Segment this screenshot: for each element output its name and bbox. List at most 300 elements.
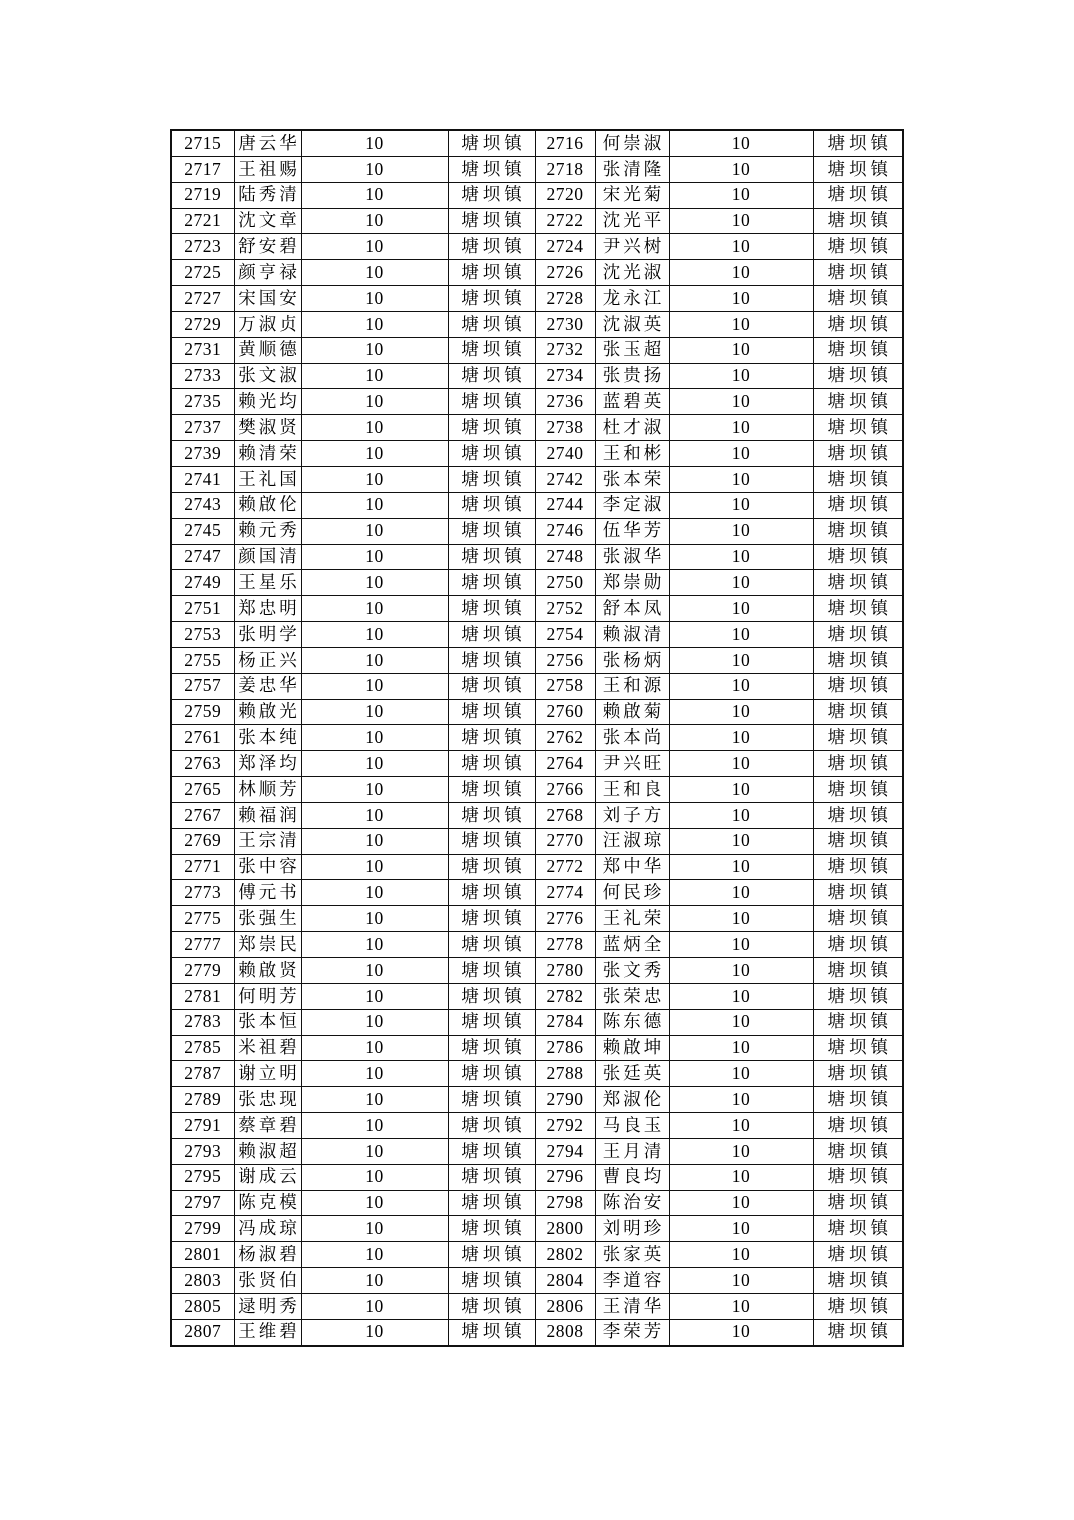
allocation-value-cell: 10 [301,854,448,880]
town-name-cell: 塘坝镇 [448,492,535,518]
allocation-value-cell: 10 [301,234,448,260]
record-id-cell: 2721 [171,208,234,234]
record-id-cell: 2745 [171,518,234,544]
allocation-value-cell: 10 [301,182,448,208]
town-name-cell: 塘坝镇 [813,958,903,984]
allocation-value-cell: 10 [669,441,813,467]
person-name-cell: 郑中华 [595,854,669,880]
table-row [171,725,903,751]
allocation-value-cell: 10 [669,1138,813,1164]
person-name-cell: 蔡章碧 [234,1113,301,1139]
person-name-cell: 张淑华 [595,544,669,570]
record-id-cell: 2716 [535,130,595,156]
allocation-value-cell: 10 [301,363,448,389]
record-id-cell: 2729 [171,311,234,337]
town-name-cell: 塘坝镇 [448,1319,535,1345]
allocation-value-cell: 10 [301,415,448,441]
person-name-cell: 沈光平 [595,208,669,234]
town-name-cell: 塘坝镇 [813,130,903,156]
town-name-cell: 塘坝镇 [813,1113,903,1139]
record-id-cell: 2726 [535,260,595,286]
allocation-value-cell: 10 [301,699,448,725]
table-row [171,260,903,286]
table-row [171,286,903,312]
person-name-cell: 张强生 [234,906,301,932]
person-name-cell: 赖淑超 [234,1138,301,1164]
town-name-cell: 塘坝镇 [813,492,903,518]
town-name-cell: 塘坝镇 [813,1190,903,1216]
allocation-value-cell: 10 [669,958,813,984]
town-name-cell: 塘坝镇 [813,208,903,234]
name-roster-table [170,129,904,1347]
person-name-cell: 舒安碧 [234,234,301,260]
record-id-cell: 2806 [535,1293,595,1319]
record-id-cell: 2773 [171,880,234,906]
table-row [171,1164,903,1190]
table-row [171,1035,903,1061]
allocation-value-cell: 10 [669,492,813,518]
person-name-cell: 唐云华 [234,130,301,156]
town-name-cell: 塘坝镇 [813,1087,903,1113]
town-name-cell: 塘坝镇 [448,622,535,648]
allocation-value-cell: 10 [301,208,448,234]
person-name-cell: 王礼国 [234,466,301,492]
person-name-cell: 张廷英 [595,1061,669,1087]
town-name-cell: 塘坝镇 [448,1190,535,1216]
town-name-cell: 塘坝镇 [813,983,903,1009]
allocation-value-cell: 10 [301,1293,448,1319]
allocation-value-cell: 10 [301,751,448,777]
allocation-value-cell: 10 [669,182,813,208]
allocation-value-cell: 10 [301,1216,448,1242]
record-id-cell: 2757 [171,673,234,699]
allocation-value-cell: 10 [301,492,448,518]
table-row [171,880,903,906]
table-row [171,130,903,156]
allocation-value-cell: 10 [669,828,813,854]
town-name-cell: 塘坝镇 [813,854,903,880]
table-row [171,1061,903,1087]
town-name-cell: 塘坝镇 [813,906,903,932]
town-name-cell: 塘坝镇 [813,1242,903,1268]
town-name-cell: 塘坝镇 [813,622,903,648]
table-row [171,466,903,492]
record-id-cell: 2804 [535,1268,595,1294]
town-name-cell: 塘坝镇 [448,1035,535,1061]
town-name-cell: 塘坝镇 [813,1268,903,1294]
record-id-cell: 2750 [535,570,595,596]
person-name-cell: 张文秀 [595,958,669,984]
allocation-value-cell: 10 [301,389,448,415]
table-row [171,1268,903,1294]
table-row [171,441,903,467]
town-name-cell: 塘坝镇 [448,828,535,854]
record-id-cell: 2796 [535,1164,595,1190]
town-name-cell: 塘坝镇 [448,751,535,777]
allocation-value-cell: 10 [669,208,813,234]
record-id-cell: 2770 [535,828,595,854]
table-row [171,1190,903,1216]
allocation-value-cell: 10 [301,828,448,854]
allocation-value-cell: 10 [669,311,813,337]
person-name-cell: 傅元书 [234,880,301,906]
allocation-value-cell: 10 [669,286,813,312]
record-id-cell: 2747 [171,544,234,570]
table-row [171,699,903,725]
town-name-cell: 塘坝镇 [448,1242,535,1268]
town-name-cell: 塘坝镇 [448,1009,535,1035]
town-name-cell: 塘坝镇 [448,260,535,286]
town-name-cell: 塘坝镇 [448,1087,535,1113]
allocation-value-cell: 10 [301,441,448,467]
person-name-cell: 王和源 [595,673,669,699]
table-row [171,156,903,182]
person-name-cell: 蓝碧英 [595,389,669,415]
person-name-cell: 何民珍 [595,880,669,906]
allocation-value-cell: 10 [669,932,813,958]
town-name-cell: 塘坝镇 [448,415,535,441]
town-name-cell: 塘坝镇 [448,441,535,467]
town-name-cell: 塘坝镇 [448,1061,535,1087]
town-name-cell: 塘坝镇 [813,1009,903,1035]
person-name-cell: 赖淑清 [595,622,669,648]
record-id-cell: 2766 [535,777,595,803]
person-name-cell: 张本尚 [595,725,669,751]
person-name-cell: 郑崇民 [234,932,301,958]
record-id-cell: 2769 [171,828,234,854]
person-name-cell: 陆秀清 [234,182,301,208]
town-name-cell: 塘坝镇 [813,751,903,777]
town-name-cell: 塘坝镇 [448,777,535,803]
town-name-cell: 塘坝镇 [813,518,903,544]
record-id-cell: 2785 [171,1035,234,1061]
town-name-cell: 塘坝镇 [448,854,535,880]
record-id-cell: 2795 [171,1164,234,1190]
town-name-cell: 塘坝镇 [448,673,535,699]
record-id-cell: 2802 [535,1242,595,1268]
record-id-cell: 2782 [535,983,595,1009]
person-name-cell: 郑忠明 [234,596,301,622]
town-name-cell: 塘坝镇 [448,906,535,932]
person-name-cell: 马良玉 [595,1113,669,1139]
allocation-value-cell: 10 [301,1268,448,1294]
record-id-cell: 2759 [171,699,234,725]
record-id-cell: 2791 [171,1113,234,1139]
person-name-cell: 张清隆 [595,156,669,182]
record-id-cell: 2724 [535,234,595,260]
allocation-value-cell: 10 [301,1138,448,1164]
allocation-value-cell: 10 [669,1164,813,1190]
town-name-cell: 塘坝镇 [448,156,535,182]
town-name-cell: 塘坝镇 [813,1293,903,1319]
town-name-cell: 塘坝镇 [813,389,903,415]
allocation-value-cell: 10 [669,156,813,182]
allocation-value-cell: 10 [301,130,448,156]
allocation-value-cell: 10 [669,983,813,1009]
table-row [171,983,903,1009]
record-id-cell: 2734 [535,363,595,389]
table-row [171,596,903,622]
allocation-value-cell: 10 [301,932,448,958]
record-id-cell: 2763 [171,751,234,777]
record-id-cell: 2778 [535,932,595,958]
record-id-cell: 2749 [171,570,234,596]
record-id-cell: 2767 [171,802,234,828]
allocation-value-cell: 10 [669,596,813,622]
town-name-cell: 塘坝镇 [448,1138,535,1164]
person-name-cell: 谢立明 [234,1061,301,1087]
person-name-cell: 王和良 [595,777,669,803]
record-id-cell: 2740 [535,441,595,467]
person-name-cell: 曹良均 [595,1164,669,1190]
town-name-cell: 塘坝镇 [448,286,535,312]
record-id-cell: 2727 [171,286,234,312]
town-name-cell: 塘坝镇 [813,363,903,389]
town-name-cell: 塘坝镇 [813,234,903,260]
record-id-cell: 2762 [535,725,595,751]
table-row [171,1319,903,1345]
record-id-cell: 2779 [171,958,234,984]
allocation-value-cell: 10 [301,1061,448,1087]
person-name-cell: 蓝炳全 [595,932,669,958]
table-row [171,1087,903,1113]
record-id-cell: 2788 [535,1061,595,1087]
allocation-value-cell: 10 [669,544,813,570]
town-name-cell: 塘坝镇 [813,260,903,286]
allocation-value-cell: 10 [301,1035,448,1061]
allocation-value-cell: 10 [301,337,448,363]
table-row [171,363,903,389]
table-row [171,802,903,828]
record-id-cell: 2784 [535,1009,595,1035]
town-name-cell: 塘坝镇 [813,932,903,958]
town-name-cell: 塘坝镇 [448,1293,535,1319]
person-name-cell: 赖啟贤 [234,958,301,984]
record-id-cell: 2741 [171,466,234,492]
allocation-value-cell: 10 [669,260,813,286]
record-id-cell: 2798 [535,1190,595,1216]
person-name-cell: 刘明珍 [595,1216,669,1242]
town-name-cell: 塘坝镇 [813,699,903,725]
person-name-cell: 张家英 [595,1242,669,1268]
allocation-value-cell: 10 [669,389,813,415]
allocation-value-cell: 10 [669,415,813,441]
town-name-cell: 塘坝镇 [813,156,903,182]
town-name-cell: 塘坝镇 [448,544,535,570]
allocation-value-cell: 10 [669,725,813,751]
person-name-cell: 李道容 [595,1268,669,1294]
record-id-cell: 2793 [171,1138,234,1164]
table-row [171,1113,903,1139]
record-id-cell: 2743 [171,492,234,518]
person-name-cell: 张本恒 [234,1009,301,1035]
record-id-cell: 2794 [535,1138,595,1164]
table-row [171,647,903,673]
person-name-cell: 林顺芳 [234,777,301,803]
record-id-cell: 2735 [171,389,234,415]
record-id-cell: 2731 [171,337,234,363]
person-name-cell: 李荣芳 [595,1319,669,1345]
person-name-cell: 尹兴旺 [595,751,669,777]
allocation-value-cell: 10 [301,260,448,286]
record-id-cell: 2807 [171,1319,234,1345]
allocation-value-cell: 10 [669,1216,813,1242]
town-name-cell: 塘坝镇 [813,673,903,699]
record-id-cell: 2808 [535,1319,595,1345]
allocation-value-cell: 10 [301,725,448,751]
allocation-value-cell: 10 [669,1319,813,1345]
record-id-cell: 2801 [171,1242,234,1268]
allocation-value-cell: 10 [669,1293,813,1319]
person-name-cell: 陈治安 [595,1190,669,1216]
person-name-cell: 万淑贞 [234,311,301,337]
town-name-cell: 塘坝镇 [813,1164,903,1190]
allocation-value-cell: 10 [669,466,813,492]
town-name-cell: 塘坝镇 [448,570,535,596]
person-name-cell: 米祖碧 [234,1035,301,1061]
town-name-cell: 塘坝镇 [813,1216,903,1242]
person-name-cell: 宋国安 [234,286,301,312]
record-id-cell: 2783 [171,1009,234,1035]
record-id-cell: 2780 [535,958,595,984]
table-row [171,958,903,984]
record-id-cell: 2761 [171,725,234,751]
town-name-cell: 塘坝镇 [448,802,535,828]
table-row [171,570,903,596]
town-name-cell: 塘坝镇 [813,441,903,467]
allocation-value-cell: 10 [301,777,448,803]
record-id-cell: 2733 [171,363,234,389]
person-name-cell: 黄顺德 [234,337,301,363]
person-name-cell: 谢成云 [234,1164,301,1190]
person-name-cell: 沈淑英 [595,311,669,337]
record-id-cell: 2737 [171,415,234,441]
person-name-cell: 郑淑伦 [595,1087,669,1113]
allocation-value-cell: 10 [301,311,448,337]
town-name-cell: 塘坝镇 [448,1268,535,1294]
table-row [171,828,903,854]
allocation-value-cell: 10 [669,363,813,389]
town-name-cell: 塘坝镇 [448,880,535,906]
allocation-value-cell: 10 [669,234,813,260]
table-row [171,1009,903,1035]
person-name-cell: 赖福润 [234,802,301,828]
allocation-value-cell: 10 [301,1319,448,1345]
table-row [171,208,903,234]
record-id-cell: 2756 [535,647,595,673]
allocation-value-cell: 10 [301,1009,448,1035]
town-name-cell: 塘坝镇 [448,983,535,1009]
town-name-cell: 塘坝镇 [813,880,903,906]
person-name-cell: 陈东德 [595,1009,669,1035]
person-name-cell: 王礼荣 [595,906,669,932]
record-id-cell: 2720 [535,182,595,208]
record-id-cell: 2775 [171,906,234,932]
record-id-cell: 2760 [535,699,595,725]
person-name-cell: 王清华 [595,1293,669,1319]
record-id-cell: 2751 [171,596,234,622]
person-name-cell: 何崇淑 [595,130,669,156]
person-name-cell: 龙永江 [595,286,669,312]
record-id-cell: 2717 [171,156,234,182]
record-id-cell: 2781 [171,983,234,1009]
table-row [171,1293,903,1319]
record-id-cell: 2765 [171,777,234,803]
record-id-cell: 2748 [535,544,595,570]
person-name-cell: 王星乐 [234,570,301,596]
town-name-cell: 塘坝镇 [813,802,903,828]
town-name-cell: 塘坝镇 [813,466,903,492]
allocation-value-cell: 10 [301,466,448,492]
town-name-cell: 塘坝镇 [813,1035,903,1061]
table-row [171,311,903,337]
person-name-cell: 王月清 [595,1138,669,1164]
person-name-cell: 张忠现 [234,1087,301,1113]
allocation-value-cell: 10 [301,983,448,1009]
town-name-cell: 塘坝镇 [448,337,535,363]
person-name-cell: 赖元秀 [234,518,301,544]
record-id-cell: 2789 [171,1087,234,1113]
town-name-cell: 塘坝镇 [448,932,535,958]
table-row [171,777,903,803]
allocation-value-cell: 10 [301,570,448,596]
town-name-cell: 塘坝镇 [448,647,535,673]
person-name-cell: 陈克模 [234,1190,301,1216]
record-id-cell: 2719 [171,182,234,208]
allocation-value-cell: 10 [301,1164,448,1190]
record-id-cell: 2800 [535,1216,595,1242]
town-name-cell: 塘坝镇 [813,1138,903,1164]
allocation-value-cell: 10 [301,622,448,648]
town-name-cell: 塘坝镇 [813,570,903,596]
record-id-cell: 2755 [171,647,234,673]
record-id-cell: 2744 [535,492,595,518]
record-id-cell: 2728 [535,286,595,312]
person-name-cell: 赖啟菊 [595,699,669,725]
record-id-cell: 2718 [535,156,595,182]
town-name-cell: 塘坝镇 [813,828,903,854]
person-name-cell: 王和彬 [595,441,669,467]
allocation-value-cell: 10 [301,880,448,906]
record-id-cell: 2752 [535,596,595,622]
person-name-cell: 伍华芳 [595,518,669,544]
record-id-cell: 2739 [171,441,234,467]
town-name-cell: 塘坝镇 [448,725,535,751]
allocation-value-cell: 10 [669,673,813,699]
allocation-value-cell: 10 [301,156,448,182]
record-id-cell: 2774 [535,880,595,906]
allocation-value-cell: 10 [669,1061,813,1087]
table-row [171,1216,903,1242]
record-id-cell: 2792 [535,1113,595,1139]
record-id-cell: 2786 [535,1035,595,1061]
table-row [171,337,903,363]
allocation-value-cell: 10 [301,596,448,622]
town-name-cell: 塘坝镇 [813,311,903,337]
allocation-value-cell: 10 [669,1035,813,1061]
town-name-cell: 塘坝镇 [813,1319,903,1345]
record-id-cell: 2777 [171,932,234,958]
record-id-cell: 2722 [535,208,595,234]
allocation-value-cell: 10 [301,1242,448,1268]
allocation-value-cell: 10 [301,802,448,828]
table-row [171,622,903,648]
record-id-cell: 2732 [535,337,595,363]
town-name-cell: 塘坝镇 [813,182,903,208]
record-id-cell: 2768 [535,802,595,828]
table-row [171,932,903,958]
allocation-value-cell: 10 [669,1113,813,1139]
